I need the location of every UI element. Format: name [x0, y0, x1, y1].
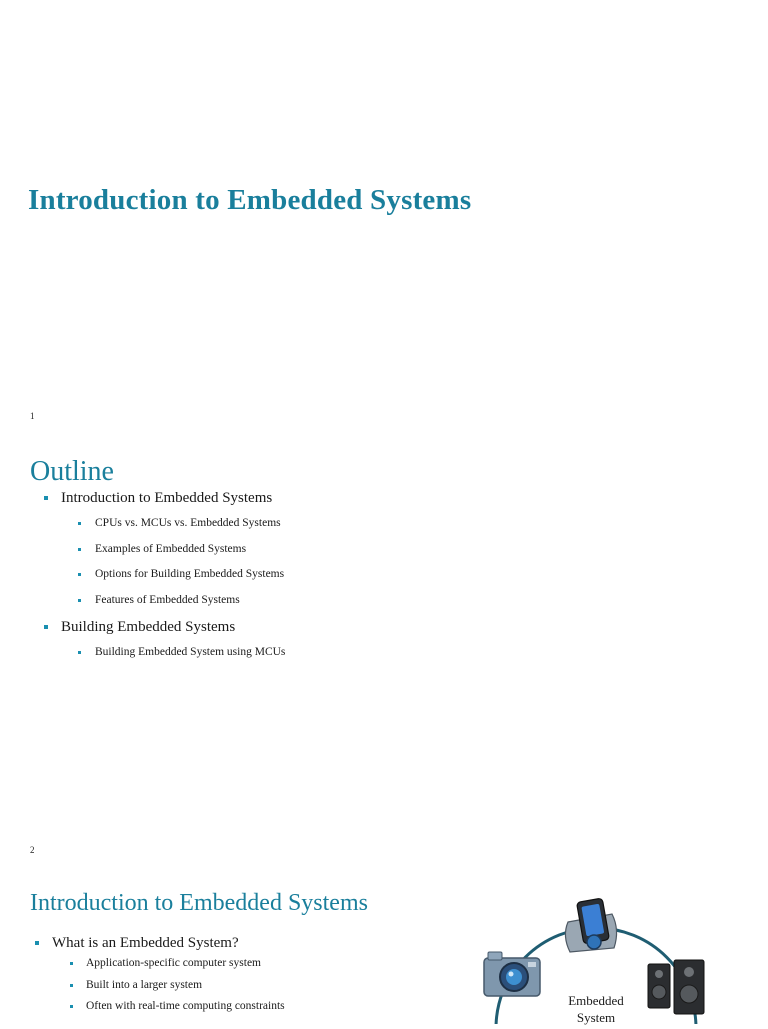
embedded-system-diagram [470, 890, 768, 1024]
center-label-line2: System [576, 1010, 616, 1025]
sub-bullet-item [35, 957, 285, 979]
sub-bullet-text: Options for Building Embedded Systems [95, 568, 285, 580]
sub-bullet-item [35, 979, 285, 1001]
sub-bullet-item [44, 568, 285, 594]
square-bullet-icon [70, 962, 73, 965]
camera-icon [484, 952, 540, 996]
square-bullet-icon [70, 1005, 73, 1008]
slide-3 [0, 860, 768, 1024]
square-bullet-icon [44, 496, 48, 500]
bullet-text: What is an Embedded System? [52, 935, 239, 951]
square-bullet-icon [35, 941, 39, 945]
sub-bullet-text: Examples of Embedded Systems [95, 542, 247, 555]
diagram-center-label [556, 992, 636, 1026]
speakers-icon [648, 960, 704, 1014]
sub-bullet-text: CPUs vs. MCUs vs. Embedded Systems [95, 517, 281, 529]
square-bullet-icon [78, 548, 81, 551]
sub-bullet-text: Built into a larger system [86, 978, 203, 991]
sub-bullet-text: Application-specific computer system [86, 957, 262, 969]
bullet-item [44, 619, 285, 646]
outline-title: Outline [30, 456, 114, 487]
slide-number: 2 [30, 845, 35, 855]
bullet-item [44, 490, 285, 517]
square-bullet-icon [78, 573, 81, 576]
intro-title: Introduction to Embedded Systems [30, 890, 368, 916]
outline-list [44, 490, 285, 672]
sub-bullet-text: Building Embedded System using MCUs [95, 646, 286, 658]
sub-bullet-item [44, 543, 285, 569]
square-bullet-icon [78, 599, 81, 602]
sub-bullet-item [44, 594, 285, 620]
sub-bullet-item [44, 646, 285, 672]
bullet-text: Introduction to Embedded Systems [61, 490, 273, 506]
sub-bullet-text: Often with real-time computing constraints [86, 1000, 285, 1012]
square-bullet-icon [78, 522, 81, 525]
slide-1 [0, 0, 768, 430]
slide-2 [0, 430, 768, 860]
center-label-line1: Embedded [568, 993, 624, 1008]
square-bullet-icon [70, 984, 73, 987]
sub-bullet-text: Features of Embedded Systems [95, 593, 240, 606]
smartphone-icon [565, 898, 616, 952]
bullet-text: Building Embedded Systems [61, 619, 236, 635]
slide-title: Introduction to Embedded Systems [28, 184, 472, 216]
square-bullet-icon [44, 625, 48, 629]
intro-list [35, 935, 285, 1022]
sub-bullet-item [35, 1000, 285, 1022]
sub-bullet-item [44, 517, 285, 543]
slide-number: 1 [30, 411, 35, 421]
bullet-item [35, 935, 285, 957]
square-bullet-icon [78, 651, 81, 654]
